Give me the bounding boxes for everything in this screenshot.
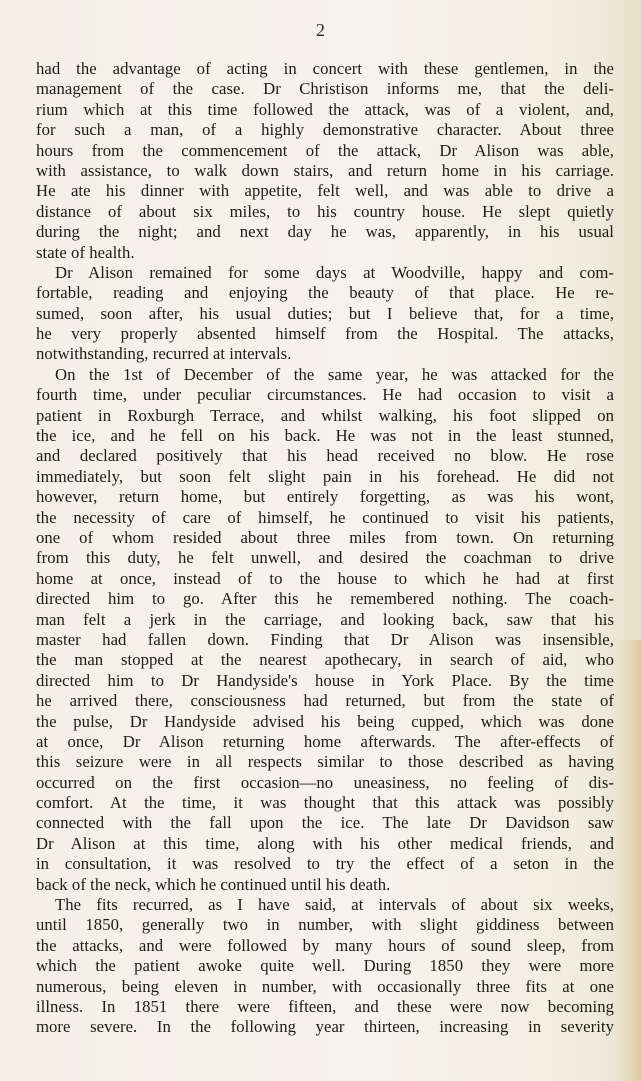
text-line: had the advantage of acting in concert with these gentlemen, in the xyxy=(36,59,614,78)
text-line: connected with the fall upon the ice. The late Dr Davidson saw xyxy=(36,813,614,833)
text-line: numerous, being eleven in number, with occasionally three fits at one xyxy=(36,976,614,996)
text-line: man felt a jerk in the carriage, and looking back, saw that his xyxy=(36,609,614,629)
text-line: sumed, soon after, his usual duties; but I believe that, for a time, xyxy=(36,303,614,323)
text-line: master had fallen down. Finding that Dr Alison was insensible, xyxy=(36,629,614,649)
text-line: and declared positively that his head received no blow. He rose xyxy=(36,446,614,466)
body-text xyxy=(36,59,614,1038)
text-line: the necessity of care of himself, he continued to visit his patients, xyxy=(36,507,614,527)
text-line: distance of about six miles, to his country house. He slept quietly xyxy=(36,201,614,221)
text-line: He ate his dinner with appetite, felt well, and was able to drive a xyxy=(36,181,614,201)
text-line: the man stopped at the nearest apothecary, in search of aid, who xyxy=(36,650,614,670)
text-line: back of the neck, which he continued until his death. xyxy=(36,874,391,894)
text-line: The fits recurred, as I have said, at intervals of about six weeks, xyxy=(55,895,614,915)
text-line: he very properly absented himself from the Hospital. The attacks, xyxy=(36,324,614,344)
text-line: occurred on the first occasion—no uneasiness, no feeling of dis- xyxy=(36,772,614,792)
text-line: the pulse, Dr Handyside advised his being cupped, which was done xyxy=(36,711,614,731)
text-line: illness. In 1851 there were fifteen, and these were now becoming xyxy=(36,996,614,1016)
page-edge-stain xyxy=(615,640,641,1081)
text-line: however, return home, but entirely forgetting, as was his wont, xyxy=(36,487,614,507)
text-line: fourth time, under peculiar circumstances. He had occasion to visit a xyxy=(36,385,614,405)
text-line: notwithstanding, recurred at intervals. xyxy=(36,344,292,364)
text-line: fortable, reading and enjoying the beauty of that place. He re- xyxy=(36,283,614,303)
text-line: the attacks, and were followed by many hours of sound sleep, from xyxy=(36,935,614,955)
text-line: Dr Alison at this time, along with his other medical friends, and xyxy=(36,833,614,853)
text-line: directed him to Dr Handyside's house in York Place. By the time xyxy=(36,670,614,690)
text-line: which the patient awoke quite well. During 1850 they were more xyxy=(36,956,614,976)
text-line: for such a man, of a highly demonstrative character. About three xyxy=(36,120,614,140)
text-line: rium which at this time followed the attack, was of a violent, and, xyxy=(36,99,614,119)
text-line: state of health. xyxy=(36,242,135,262)
text-line: he arrived there, consciousness had returned, but from the state of xyxy=(36,691,614,711)
text-line: comfort. At the time, it was thought that this attack was possibly xyxy=(36,793,614,813)
text-line: hours from the commencement of the attack, Dr Alison was able, xyxy=(36,140,614,160)
text-line: one of whom resided about three miles from town. On returning xyxy=(36,527,614,547)
text-line: home at once, instead of to the house to which he had at first xyxy=(36,568,614,588)
text-line: until 1850, generally two in number, with slight giddiness between xyxy=(36,915,614,935)
text-line: at once, Dr Alison returning home afterwards. The after-effects of xyxy=(36,731,614,751)
text-line: this seizure were in all respects similar to those described as having xyxy=(36,752,614,772)
text-line: from this duty, he felt unwell, and desired the coachman to drive xyxy=(36,548,614,568)
text-line: in consultation, it was resolved to try the effect of a seton in the xyxy=(36,854,614,874)
text-line: Dr Alison remained for some days at Woodville, happy and com- xyxy=(55,262,614,282)
text-line: during the night; and next day he was, apparently, in his usual xyxy=(36,222,614,242)
text-line: immediately, but soon felt slight pain in his forehead. He did not xyxy=(36,466,614,486)
text-line: patient in Roxburgh Terrace, and whilst walking, his foot slipped on xyxy=(36,405,614,425)
page-number: 2 xyxy=(316,20,325,40)
text-line: more severe. In the following year thirteen, increasing in severity xyxy=(36,1017,614,1037)
text-line: On the 1st of December of the same year, he was attacked for the xyxy=(55,364,614,384)
text-line: directed him to go. After this he remembered nothing. The coach- xyxy=(36,589,614,609)
text-line: with assistance, to walk down stairs, and return home in his carriage. xyxy=(36,160,614,180)
text-line: management of the case. Dr Christison informs me, that the deli- xyxy=(36,79,614,99)
text-line: the ice, and he fell on his back. He was not in the least stunned, xyxy=(36,426,614,446)
